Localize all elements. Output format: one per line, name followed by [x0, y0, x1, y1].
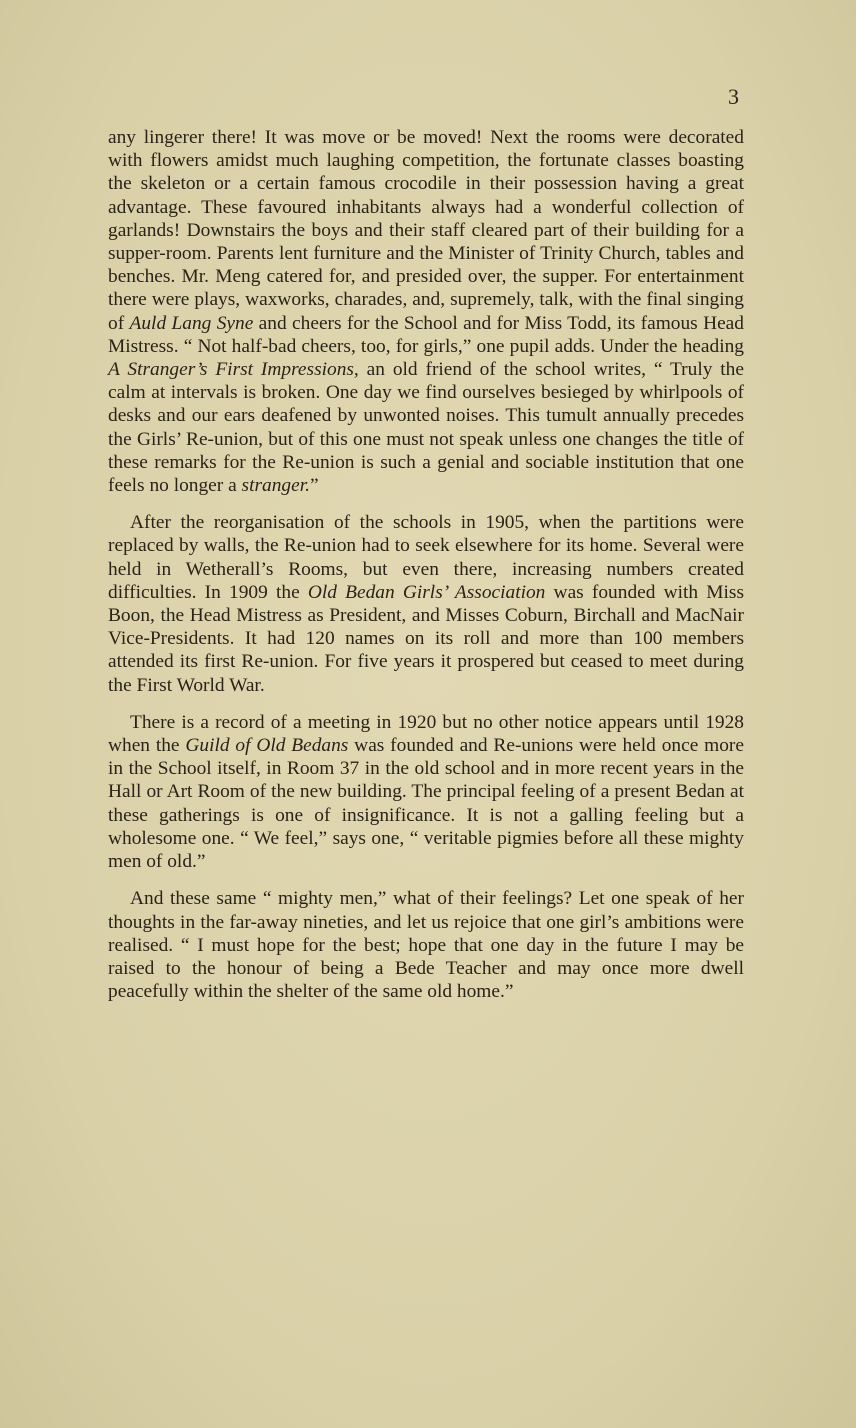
text-run: And these same “ mighty men,” what of their feelings? Let one speak of her thoughts in the far-away nineties, and let us rejoice that one girl’s ambitions were realised. “ I must hope for the best; hope that one day in the future I may be raised to the honour of being a Bede Teacher and may once more dwell peacefully within the shelter of the same old home.” — [108, 888, 744, 1003]
text-run: ” — [309, 475, 319, 497]
body-text — [108, 126, 744, 1017]
text-run: and cheers for the School and for Miss Todd, its famous Head Mistress. “ Not half-bad cheers, too, for girls,” one pupil adds. Under the heading — [108, 312, 744, 357]
text-run: After the reorganisation of the schools in 1905, when the partitions were replaced by walls, the Re-union had to seek elsewhere for its home. Several were held in Wetherall’s Rooms, but even there, increasing numbers created difficulties. In 1909 the — [108, 512, 744, 603]
page-number: 3 — [728, 84, 739, 109]
guild-name: Guild of Old Bedans — [185, 735, 349, 757]
text-run: There is a record of a meeting in 1920 but no other notice appears until 1928 when the — [108, 711, 744, 757]
paragraph-3 — [108, 711, 744, 873]
article-heading: A Stranger’s First Impressions, — [108, 359, 359, 381]
text-run: any lingerer there! It was move or be moved! Next the rooms were decorated with flowers amidst much laughing competition, the fortunate classes boasting the skeleton or a certain famous crocodile in their possession having a great advantage. These favoured inhabitants always had a wonderful collection of garlands! Downstairs the boys and their staff cleared part of their building for a supper-room. Parents lent furniture and the Minister of Trinity Church, tables and benches. Mr. Meng catered for, and presided over, the supper. For entertainment there were plays, waxworks, charades, and, supremely, talk, with the final singing of — [108, 127, 744, 334]
emphasis-stranger: stranger. — [241, 475, 310, 497]
association-name: Old Bedan Girls’ Association — [307, 581, 546, 603]
song-title: Auld Lang Syne — [129, 312, 254, 334]
paragraph-4 — [108, 887, 744, 1003]
paragraph-1 — [108, 126, 744, 497]
paragraph-2 — [108, 511, 744, 697]
text-run: was founded and Re-unions were held once more in the School itself, in Room 37 in the old school and in more recent years in the Hall or Art Room of the new building. The principal feeling of a present Bedan at these gatherings is one of insignificance. It is not a galling feeling but a wholesome one. “ We feel,” says one, “ veritable pigmies before all these mighty men of old.” — [108, 735, 744, 873]
text-run: an old friend of the school writes, “ Truly the calm at intervals is broken. One day we find ourselves besieged by whirlpools of desks and our ears deafened by unwonted noises. This tumult annually precedes the Girls’ Re-union, but of this one must not speak unless one changes the title of these remarks for the Re-union is such a genial and sociable institution that one feels no longer a — [108, 359, 744, 497]
text-run: was founded with Miss Boon, the Head Mistress as President, and Misses Coburn, Birchall and MacNair Vice-Presidents. It had 120 names on its roll and more than 100 members attended its first Re-union. For five years it prospered but ceased to meet during the First World War. — [108, 581, 745, 696]
